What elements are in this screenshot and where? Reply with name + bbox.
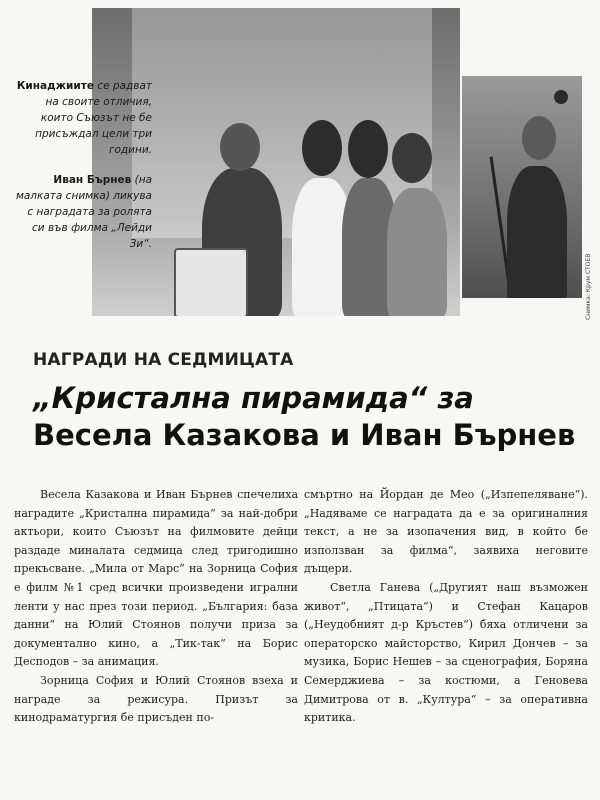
gift-basket xyxy=(174,248,248,316)
headline-line-2: Весела Казакова и Иван Бърнев xyxy=(33,418,576,452)
person-head xyxy=(522,116,556,160)
person-head xyxy=(302,120,342,176)
person-silhouette xyxy=(507,166,567,298)
person-head xyxy=(348,120,388,178)
section-rubric: НАГРАДИ НА СЕДМИЦАТА xyxy=(33,350,294,370)
article-paragraph: Весела Казакова и Иван Бърнев спечелиха наградите „Кристална пирамида“ за най-добри актьори, които Съюзът на филмовите дейци раздаде миналата седмица след тригодишно прекъсване. „Мила от Марс“ на Зорница София е филм №1 сред всички произведени игрални ленти у нас през този период. „България: база данни“ на Юлий Стоянов получи приза за документално кино, а „Тик-так“ на Борис Десподов – за анимация. xyxy=(14,488,298,669)
article-column-1 xyxy=(14,486,298,786)
caption-name: Кинаджиите xyxy=(16,80,94,92)
person-head xyxy=(220,123,260,171)
person-silhouette xyxy=(387,188,447,316)
small-photo xyxy=(462,76,582,298)
caption-text: (на малката снимка) ликува с наградата за ролята си във филма „Лейди Зи“. xyxy=(15,174,152,250)
caption-name: Иван Бърнев xyxy=(53,174,132,186)
article-paragraph: Светла Ганева („Другият наш възможен живот“, „Птицата“) и Стефан Кацаров („Неудобният д-р Кръстев“) бяха отличени за операторско майсторство, Кирил Дончев – за музика, Борис Нешев – за сценография, Боряна Семерджиева – за костюми, а Геновева Димитрова от в. „Култура“ – за оперативна критика. xyxy=(304,580,588,725)
headline xyxy=(33,380,593,454)
article-paragraph: Зорница София и Юлий Стоянов взеха и награде за режисура. Призът за кинодраматургия бе присъден по- xyxy=(14,673,298,725)
article-paragraph: смъртно на Йордан де Мео („Изпепеляване“). „Надяваме се наградата да е за оригиналния текст, а не за изопачения вид, в който бе използван за филма“, заявиха неговите дъщери. xyxy=(304,488,588,576)
article-body xyxy=(14,486,588,786)
headline-line-1: „Кристална пирамида“ за xyxy=(33,381,474,415)
caption-text: се радват на своите отличия, които Съюзът не бе присъждал цели три години. xyxy=(35,80,152,156)
caption-paragraph xyxy=(12,172,152,252)
article-column-2 xyxy=(304,486,588,786)
photo-caption xyxy=(12,78,152,266)
caption-paragraph xyxy=(12,78,152,158)
photo-credit: Снимка: Крум СТОЕВ xyxy=(585,253,592,320)
person-head xyxy=(392,133,432,183)
photo-block xyxy=(0,0,600,320)
flower xyxy=(554,90,568,104)
